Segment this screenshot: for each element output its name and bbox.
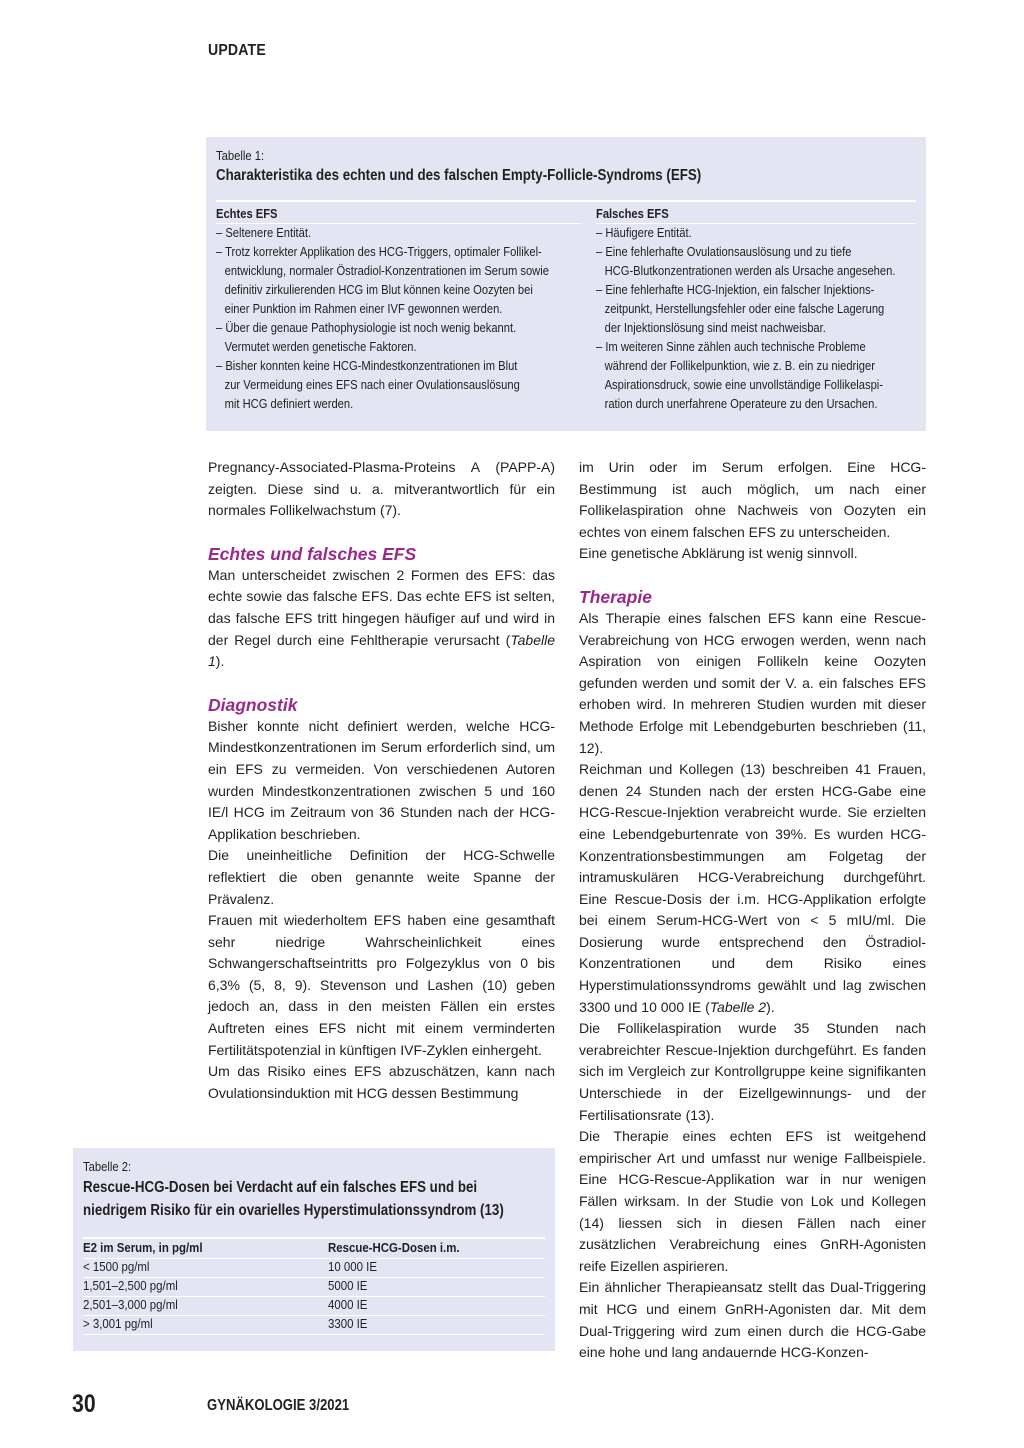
table-1-left-line: entwicklung, normaler Östradiol-Konzentrationen im Serum sowie — [224, 263, 549, 278]
heading-echtes-falsches-efs: Echtes und falsches EFS — [208, 543, 417, 564]
table-1-left-line: – Seltenere Entität. — [216, 225, 312, 240]
page-number: 30 — [72, 1390, 96, 1418]
section-header: UPDATE — [208, 42, 266, 59]
table-1-right-line: – Eine fehlerhafte HCG-Injektion, ein falscher Injektions- — [596, 282, 875, 297]
table-1-right-column — [596, 204, 895, 413]
paragraph: Man unterscheidet zwischen 2 Formen des EFS: das echte sowie das falsche EFS. Das echte EFS ist selten, das falsche EFS tritt hingegen häufiger auf und wird in der Regel durch eine Fehltherapie verursacht (Tabelle 1). — [208, 566, 555, 670]
journal-issue: GYNÄKOLOGIE 3/2021 — [207, 1397, 350, 1414]
table-1-left-column — [216, 204, 549, 413]
table-1-right-line: Aspirationsdruck, sowie eine unvollständige Follikelaspi- — [604, 377, 883, 392]
table-1-left-line: definitiv zirkulierenden HCG im Blut können keine Oozyten bei — [224, 282, 533, 297]
paragraph: Frauen mit wiederholtem EFS haben eine gesamthaft sehr niedrige Wahrscheinlichkeit eines Schwangerschaftseintritts pro Folgezyklus von 0 bis 6,3% (5, 8, 9). Stevenson und Lashen (10) geben jedoch an, dass in den meisten Fällen ein erstes Auftreten eines EFS nicht mit einem verminderten Fertilitätspotenzial in künftigen IVF-Zyklen einhergeht. — [208, 912, 555, 1058]
table-1-right-line: der Injektionslösung sind meist nachweisbar. — [604, 320, 826, 335]
heading-diagnostik: Diagnostik — [208, 694, 298, 715]
paragraph: Bisher konnte nicht definiert werden, welche HCG-Mindestkonzentrationen im Serum erforderlich sind, um ein EFS zu vermeiden. Von verschiedenen Autoren wurden Mindestkonzentrationen zwischen 5 und 160 IE/l HCG im Zeitraum von 36 Stunden nach der HCG-Applikation beschrieben. — [208, 717, 555, 842]
table-cell: 2,501–3,000 pg/ml — [83, 1297, 178, 1312]
table-1-right-line: – Eine fehlerhafte Ovulationsauslösung und zu tiefe — [596, 244, 852, 259]
table-reference: Tabelle 2 — [709, 998, 767, 1015]
table-2-title-line: niedrigem Risiko für ein ovarielles Hyperstimulationssyndrom (13) — [83, 1202, 504, 1219]
paragraph: Die Therapie eines echten EFS ist weitgehend empirischer Art und umfasst nur wenige Fallbeispiele. Eine HCG-Rescue-Applikation war in nur wenigen Fällen wirksam. In der Studie von Lok und Kollegen (14) liessen sich in diesen Fällen nach einer zusätzlichen Verabreichung eines GnRH-Agonisten reife Eizellen aspirieren. — [579, 1128, 926, 1274]
table-1-left-line: einer Punktion im Rahmen einer IVF gewonnen werden. — [224, 301, 503, 316]
right-text-column — [579, 457, 926, 1364]
table-1-right-line: ration durch unerfahrene Operateure zu den Ursachen. — [604, 396, 878, 411]
table-1-right-line: – Häufigere Entität. — [596, 225, 692, 240]
table-cell: 3300 IE — [328, 1316, 368, 1331]
table-cell: 10 000 IE — [328, 1259, 377, 1274]
paragraph: Die uneinheitliche Definition der HCG-Schwelle reflektiert die oben genannte weite Spanne der Prävalenz. — [208, 847, 555, 907]
paragraph: Eine genetische Abklärung ist wenig sinnvoll. — [579, 545, 858, 562]
table-1-box — [206, 137, 926, 431]
table-cell: 4000 IE — [328, 1297, 368, 1312]
table-1-right-line: während der Follikelpunktion, wie z. B. ein zu niedriger — [604, 358, 875, 373]
table-1-right-line: zeitpunkt, Herstellungsfehler oder eine falsche Lagerung — [604, 301, 885, 316]
table-cell: 5000 IE — [328, 1278, 368, 1293]
table-1-caption: Tabelle 1: — [216, 149, 265, 163]
table-1-left-line: mit HCG definiert werden. — [224, 396, 354, 411]
paragraph: Ein ähnlicher Therapieansatz stellt das Dual-Triggering mit HCG und einem GnRH-Agonisten dar. Mit dem Dual-Triggering wird zum einen durch die HCG-Gabe eine hohe und lang andauernde HCG-Konzen- — [579, 1279, 926, 1361]
table-1-title: Charakteristika des echten und des falschen Empty-Follicle-Syndroms (EFS) — [216, 167, 702, 184]
table-cell: 1,501–2,500 pg/ml — [83, 1278, 178, 1293]
table-1-left-header: Echtes EFS — [216, 206, 278, 221]
left-text-column — [208, 457, 555, 1104]
paragraph: Als Therapie eines falschen EFS kann eine Rescue-Verabreichung von HCG erwogen werden, wenn nach Aspiration von einigen Follikeln keine Oozyten gefunden werden und somit der V. a. ein falsches EFS erhoben wird. In mehreren Studien wurden mit dieser Methode Erfolge mit Lebendgeburten beschrieben (11, 12). — [579, 609, 926, 756]
table-1-left-line: zur Vermeidung eines EFS nach einer Ovulationsauslösung — [224, 377, 520, 392]
table-row — [83, 1277, 545, 1296]
paragraph: Reichman und Kollegen (13) beschreiben 41 Frauen, denen 24 Stunden nach der ersten HCG-Gabe eine HCG-Rescue-Injektion verabreicht wurde. Sie erzielten eine Lebendgeburtenrate von 39%. Es wurden HCG-Konzentrationsbestimmungen am Folgetag der intramuskulären HCG-Verabreichung durchgeführt. Eine Rescue-Dosis der i.m. HCG-Applikation erfolgte bei einem Serum-HCG-Wert von < 5 mIU/ml. Die Dosierung wurde entsprechend den Östradiol-Konzentrationen und dem Risiko eines Hyperstimulationssyndroms gewählt und lag zwischen 3300 und 10 000 IE (Tabelle 2). — [579, 761, 926, 1015]
table-row — [83, 1296, 545, 1315]
table-1-left-line: Vermutet werden genetische Faktoren. — [224, 339, 417, 354]
table-2-col-header: E2 im Serum, in pg/ml — [83, 1240, 203, 1255]
table-2-col-header: Rescue-HCG-Dosen i.m. — [328, 1240, 460, 1255]
table-cell: > 3,001 pg/ml — [83, 1316, 153, 1331]
table-1-left-line: – Über die genaue Pathophysiologie ist noch wenig bekannt. — [216, 320, 517, 335]
table-1-right-line: – Im weiteren Sinne zählen auch technische Probleme — [596, 339, 866, 354]
table-1-right-header: Falsches EFS — [596, 206, 669, 221]
table-reference: Tabelle 1 — [208, 631, 555, 670]
table-2-box — [73, 1148, 555, 1351]
paragraph: Um das Risiko eines EFS abzuschätzen, kann nach Ovulationsinduktion mit HCG dessen Bestimmung — [208, 1063, 555, 1101]
table-2-caption: Tabelle 2: — [83, 1160, 132, 1174]
heading-therapie: Therapie — [579, 586, 652, 607]
table-1-right-line: HCG-Blutkonzentrationen werden als Ursache angesehen. — [604, 263, 896, 278]
table-2-header-row — [83, 1239, 545, 1258]
row-divider — [83, 1334, 545, 1335]
table-cell: < 1500 pg/ml — [83, 1259, 150, 1274]
table-1-left-line: – Trotz korrekter Applikation des HCG-Triggers, optimaler Follikel- — [216, 244, 542, 259]
paragraph: Die Follikelaspiration wurde 35 Stunden nach verabreichter Rescue-Injektion durchgeführt. Es fanden sich im Vergleich zur Kontrollgruppe keine signifikanten Unterschiede in der Eizellgewinnungs- und der Fertilisationsrate (13). — [579, 1020, 926, 1123]
table-1-left-line: – Bisher konnten keine HCG-Mindestkonzentrationen im Blut — [216, 358, 518, 373]
table-1-top-rule — [216, 200, 916, 202]
table-row — [83, 1258, 545, 1277]
paragraph: Pregnancy-Associated-Plasma-Proteins A (PAPP-A) zeigten. Diese sind u. a. mitverantwortlich für ein normales Follikelwachstum (7). — [208, 459, 555, 519]
table-2-title-line: Rescue-HCG-Dosen bei Verdacht auf ein falsches EFS und bei — [83, 1179, 478, 1196]
table-row — [83, 1315, 545, 1334]
paragraph: im Urin oder im Serum erfolgen. Eine HCG-Bestimmung ist auch möglich, um nach einer Follikelaspiration ohne Nachweis von Oozyten ein echtes von einem falschen EFS zu unterscheiden. — [579, 459, 926, 540]
